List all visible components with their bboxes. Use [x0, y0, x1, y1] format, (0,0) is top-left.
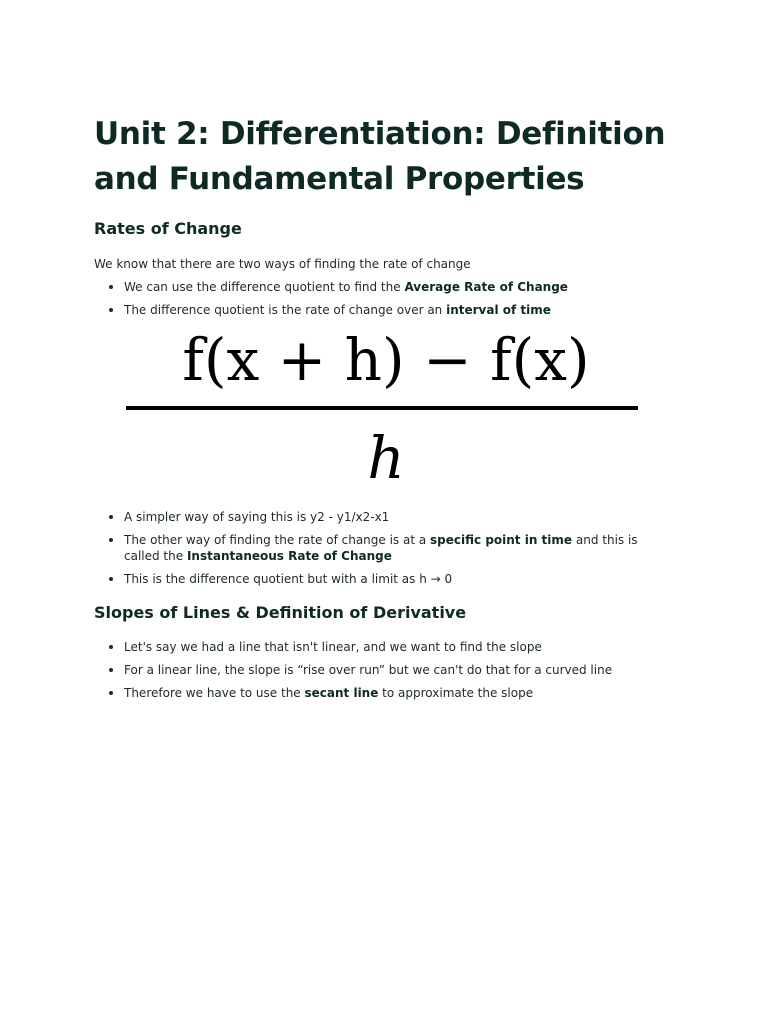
document-page	[94, 112, 674, 708]
list-item: This is the difference quotient but with a limit as h → 0	[124, 571, 674, 587]
list-item: The other way of finding the rate of change is at a specific point in time and this is called the Instantaneous Rate of Change	[124, 532, 674, 564]
fraction-bar	[126, 406, 638, 410]
formula-numerator: f(x + h) − f(x)	[182, 326, 590, 394]
intro-paragraph: We know that there are two ways of finding the rate of change	[94, 257, 471, 271]
list-item: We can use the difference quotient to find the Average Rate of Change	[124, 279, 674, 295]
bullet-list-instantaneous-rate	[94, 509, 674, 587]
bullet-list-average-rate	[94, 279, 674, 318]
section-heading-slopes-of-lines: Slopes of Lines & Definition of Derivative	[94, 603, 467, 622]
bullet-list-slopes	[94, 639, 674, 701]
list-item: Therefore we have to use the secant line to approximate the slope	[124, 685, 674, 701]
section-heading-rates-of-change: Rates of Change	[94, 219, 242, 238]
difference-quotient-formula	[126, 325, 646, 495]
list-item: A simpler way of saying this is y2 - y1/x2-x1	[124, 509, 674, 525]
list-item: For a linear line, the slope is “rise over run” but we can't do that for a curved line	[124, 662, 674, 678]
formula-denominator: h	[367, 424, 405, 492]
list-item: The difference quotient is the rate of change over an interval of time	[124, 302, 674, 318]
list-item: Let's say we had a line that isn't linear, and we want to find the slope	[124, 639, 674, 655]
page-title: Unit 2: Differentiation: Definition and Fundamental Properties	[94, 116, 666, 197]
